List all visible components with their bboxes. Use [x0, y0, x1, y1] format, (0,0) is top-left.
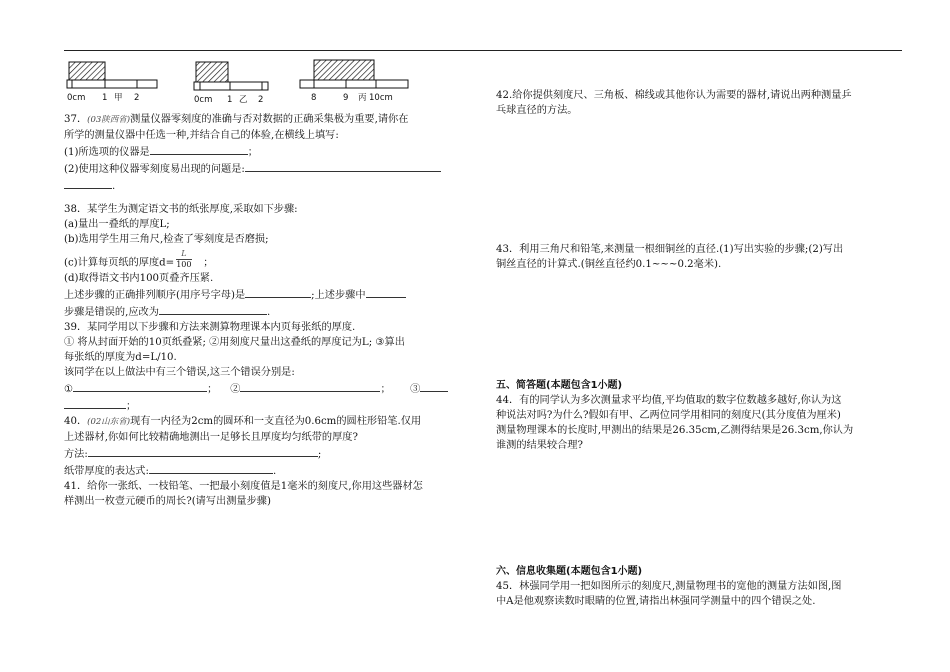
q43-stem-2: 铜丝直径的计算式.(铜丝直径约0.1~~~0.2毫米).: [496, 259, 722, 270]
object-block-jia: [69, 62, 105, 80]
q44-line-3: 测量物理课本的长度时,甲测出的结果是26.35cm,乙测得结果是26.3cm,你认为: [496, 425, 854, 436]
q38-correction: 步骤是错误的,应改为 .: [64, 303, 476, 320]
q37-blank-3[interactable]: [64, 177, 112, 189]
ruler-figures: [64, 56, 424, 108]
q38-stem: 38．某学生为测定语文书的纸张厚度,采取如下步骤:: [64, 204, 298, 215]
ruler-bing-tick-10: 10cm: [369, 93, 393, 103]
ruler-yi-tick-1: 1: [227, 95, 233, 105]
q40-stem-2: 上述器材,你如何比较精确地测出一足够长且厚度均匀纸带的厚度?: [64, 431, 358, 443]
q40-blank-method[interactable]: [88, 445, 318, 457]
q40-stem: 40．(02山东省)现有一内径为2cm的圆环和一支直径为0.6cm的圆柱形铅笔.仅用: [64, 415, 422, 427]
q39-answers-cont: ；: [64, 397, 476, 414]
q37-item-2: (2)使用这种仪器零刻度易出现的问题是:: [64, 160, 476, 177]
q39-steps-cont: 每张纸的厚度为d=L/10.: [64, 351, 177, 363]
q38-blank-step[interactable]: [366, 286, 406, 298]
q40-formula: 纸带厚度的表达式: .: [64, 462, 476, 479]
q38-step-b: (b)选用学生用三角尺,检查了零刻度是否磨损;: [64, 234, 269, 245]
q39-blank-2[interactable]: [240, 380, 380, 392]
q39-answers: ① ； ② ； ③: [64, 380, 476, 397]
ruler-jia-tick-0: 0cm: [67, 93, 86, 103]
ruler-yi-label: 乙: [239, 95, 248, 105]
object-block-yi: [196, 62, 228, 82]
q43-block: [496, 242, 906, 272]
ruler-yi-tick-2: 2: [258, 95, 264, 105]
ruler-yi: [194, 62, 268, 105]
ruler-body-jia: [67, 80, 157, 88]
object-block-bing: [314, 60, 374, 80]
q39-blank-4[interactable]: [64, 397, 126, 409]
ruler-jia-tick-2: 2: [134, 93, 140, 103]
ruler-yi-tick-0: 0cm: [194, 95, 213, 105]
q41-stem-2: 样测出一枚壹元硬币的周长?(请写出测量步骤): [64, 495, 271, 507]
ruler-body-yi: [194, 82, 268, 90]
q39-prompt: 该同学在以上做法中有三个错误,这三个错误分别是:: [64, 366, 295, 378]
q38-blank-order[interactable]: [245, 286, 311, 298]
q45-line-2: 中A是他观察读数时眼睛的位置,请指出林强同学测量中的四个错误之处.: [496, 596, 816, 607]
q44-line-4: 谁测的结果较合理?: [496, 440, 583, 451]
q45-line-1: 45．林强同学用一把如图所示的刻度尺,测量物理书的宽他的测量方法如图,图: [496, 581, 842, 592]
section-5: [496, 378, 906, 453]
q43-stem: 43．利用三角尺和铅笔,来测量一根细铜丝的直径.(1)写出实验的步骤;(2)写出: [496, 244, 844, 255]
q38-step-a: (a)量出一叠纸的厚度L;: [64, 219, 170, 230]
header-rule: [64, 50, 902, 51]
section-6: [496, 564, 906, 609]
q40-method: 方法: ;: [64, 445, 476, 462]
ruler-body-bing: [300, 80, 408, 88]
q42-stem: 42.给你提供刻度尺、三角板、棉线或其他你认为需要的器材,请说出两种测量乒: [496, 90, 852, 101]
ruler-jia-tick-1: 1: [102, 93, 108, 103]
q37-stem-2: 所学的测量仪器中任选一种,并结合自己的体验,在横线上填写:: [64, 130, 339, 141]
q38-fraction-numerator: L: [181, 249, 187, 258]
ruler-jia-label: 甲: [114, 93, 123, 103]
q38-fraction: [176, 249, 191, 270]
q39-blank-1[interactable]: [73, 380, 207, 392]
q39-blank-3[interactable]: [420, 380, 448, 392]
q38-step-c: (c)计算每页纸的厚度d= $\frac{L}{100}$ ；: [64, 249, 214, 269]
left-column: [64, 112, 476, 509]
q37-item-1: (1)所选项的仪器是 ；: [64, 143, 476, 160]
q42-stem-2: 乓球直径的方法。: [496, 105, 578, 116]
q37-blank-2[interactable]: [245, 160, 441, 172]
q37-item-2-cont: .: [64, 177, 476, 194]
q40-source: (02山东省): [87, 416, 131, 427]
ruler-bing-tick-8: 8: [311, 93, 317, 103]
section-5-title: 五、简答题(本题包含1小题): [496, 380, 623, 391]
section-6-title: 六、信息收集题(本题包含1小题): [496, 566, 643, 577]
q44-line-2: 种说法对吗?为什么?假如有甲、乙两位同学用相同的刻度尺(其分度值为厘米): [496, 410, 841, 421]
q40-blank-formula[interactable]: [149, 462, 273, 474]
q37-source: (03陕西省): [87, 115, 131, 125]
q38-fraction-denominator: 100: [176, 260, 192, 269]
q38-step-d: (d)取得语文书内100页叠齐压紧.: [64, 272, 214, 284]
q37-stem: 37．(03陕西省)测量仪器零刻度的准确与否对数据的正确采集极为重要,请你在: [64, 114, 409, 125]
q38-order: 上述步骤的正确排列顺序(用序号字母)是 ;上述步骤中: [64, 286, 476, 303]
ruler-bing-label: 丙: [358, 93, 367, 103]
q44-line-1: 44．有的同学认为多次测量求平均值,平均值取的数字位数越多越好,你认为这: [496, 395, 842, 406]
ruler-jia: [67, 62, 157, 103]
q38-blank-correction[interactable]: [159, 303, 267, 315]
q39-stem: 39．某同学用以下步骤和方法来测算物理课本内页每张纸的厚度.: [64, 321, 356, 333]
ruler-bing-tick-9: 9: [343, 93, 349, 103]
q42-block: [496, 88, 906, 118]
ruler-bing: [300, 60, 408, 103]
q41-stem: 41．给你一张纸、一枝铅笔、一把最小刻度值是1毫米的刻度尺,你用这些器材怎: [64, 480, 423, 492]
q39-steps: ① 将从封面开始的10页纸叠紧; ②用刻度尺量出这叠纸的厚度记为L; ③算出: [64, 336, 405, 348]
q37-blank-1[interactable]: [150, 143, 248, 155]
